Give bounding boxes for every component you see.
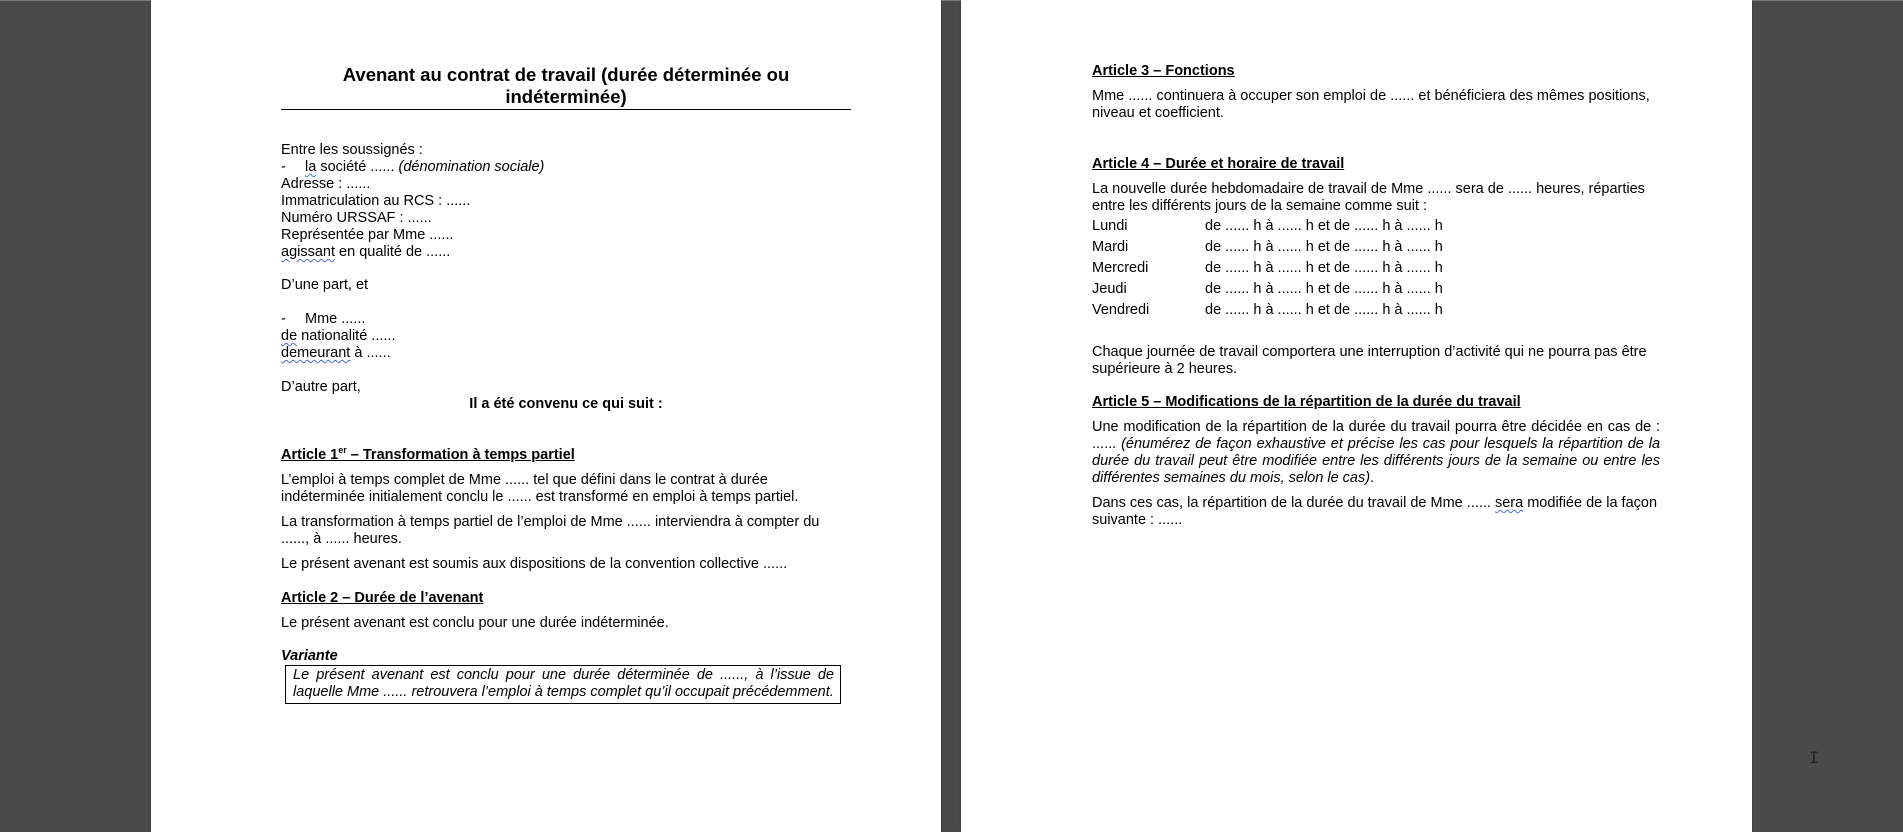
schedule-table [1092,216,1443,321]
acting-line [281,244,544,261]
employee-text: Mme ...... [305,311,366,327]
parties-block [281,142,544,261]
dash-bullet: - [281,159,286,175]
article-5-text: modifiée de la façon suivante : ...... [1092,495,1658,528]
schedule-day: Lundi [1092,218,1128,234]
article-1-label: Article 1 [281,447,339,463]
article-5-period: . [1370,470,1375,486]
article-5-text: Une modification de la répartition de la durée du travail pourra être décidée en cas de : ...... [1092,419,1660,452]
residing-text: à ...... [350,345,391,361]
article-1-paragraph-1: L’emploi à temps complet de Mme ...... tel que défini dans le contrat à durée indéterminée initialement conclu le ...... est transformé en emploi à temps partiel. [281,472,799,505]
schedule-row [1092,216,1443,237]
schedule-day: Vendredi [1092,302,1150,318]
article-5-note: (énumérez de façon exhaustive et précise les cas pour lesquels la répartition de la durée du travail peut être modifiée entre les différents jours de la semaine ou entre les différentes semaines du mois, selon le cas) [1092,436,1661,486]
schedule-row [1092,300,1443,321]
document-page-1[interactable] [151,0,941,832]
variant-box: Le présent avenant est conclu pour une durée déterminée de ......, à l’issue de laquelle Mme ...... retrouvera l’emploi à temps complet qu’il occupait précédemment. [285,665,841,704]
article-1-title: – Transformation à temps partiel [346,447,575,463]
company-note: (dénomination sociale) [398,159,545,175]
schedule-day: Mercredi [1092,260,1149,276]
document-title: Avenant au contrat de travail (durée déterminée ou indéterminée) [281,64,851,110]
spell-check-word[interactable]: sera [1494,495,1524,511]
dash-bullet: - [281,311,286,327]
article-1-paragraph-3: Le présent avenant est soumis aux dispositions de la convention collective ...... [281,556,788,572]
article-5-paragraph-1 [1092,419,1660,487]
schedule-hours: de ...... h à ...... h et de ...... h à ...... h [1205,260,1443,276]
nationality-line [281,328,395,345]
article-1-superscript: er [338,445,347,456]
urssaf-line: Numéro URSSAF : ...... [281,210,432,226]
text-cursor-icon: I [1809,748,1819,767]
article-3-paragraph: Mme ...... continuera à occuper son emploi de ...... et bénéficiera des mêmes positions, niveau et coefficient. [1092,88,1650,121]
residing-line [281,345,395,362]
article-4-heading: Article 4 – Durée et horaire de travail [1092,156,1345,172]
employee-block [281,311,395,362]
employee-line [281,311,395,328]
spell-check-word[interactable]: de [281,328,298,344]
article-3-heading: Article 3 – Fonctions [1092,63,1235,79]
variant-label: Variante [281,648,338,664]
article-4-paragraph-2: Chaque journée de travail comportera une interruption d’activité qui ne pourra pas être supérieure à 2 heures. [1092,344,1647,377]
schedule-day: Jeudi [1092,281,1127,297]
company-line [281,159,544,176]
article-1-paragraph-2: La transformation à temps partiel de l’emploi de Mme ...... interviendra à compter du ......, à ...... heures. [281,514,820,547]
spell-check-word[interactable]: la [305,159,317,175]
article-1-heading [281,447,575,464]
schedule-row [1092,258,1443,279]
schedule-row [1092,237,1443,258]
parties-intro: Entre les soussignés : [281,142,423,158]
represented-line: Représentée par Mme ...... [281,227,454,243]
address-line: Adresse : ...... [281,176,371,192]
schedule-hours: de ...... h à ...... h et de ...... h à ...... h [1205,218,1443,234]
schedule-row [1092,279,1443,300]
schedule-hours: de ...... h à ...... h et de ...... h à ...... h [1205,239,1443,255]
article-5-paragraph-2 [1092,495,1660,529]
first-part-line: D’une part, et [281,277,369,293]
document-page-2[interactable] [961,0,1752,832]
company-text: société ...... [316,159,399,175]
article-2-paragraph: Le présent avenant est conclu pour une durée indéterminée. [281,615,669,631]
article-4-paragraph-1: La nouvelle durée hebdomadaire de travail de Mme ...... sera de ...... heures, réparties entre les différents jours de la semaine comme suit : [1092,181,1645,214]
article-5-heading: Article 5 – Modifications de la répartition de la durée du travail [1092,394,1521,410]
other-part-line: D’autre part, [281,379,361,395]
article-2-heading: Article 2 – Durée de l’avenant [281,590,484,606]
spell-check-word[interactable]: demeurant [281,345,351,361]
nationality-text: nationalité ...... [297,328,396,344]
schedule-hours: de ...... h à ...... h et de ...... h à ...... h [1205,302,1443,318]
schedule-hours: de ...... h à ...... h et de ...... h à ...... h [1205,281,1443,297]
agreed-line: Il a été convenu ce qui suit : [469,396,663,412]
schedule-day: Mardi [1092,239,1129,255]
rcs-line: Immatriculation au RCS : ...... [281,193,471,209]
spell-check-word[interactable]: agissant [281,244,336,260]
acting-text: en qualité de ...... [335,244,451,260]
article-5-text: Dans ces cas, la répartition de la durée du travail de Mme ...... [1092,495,1495,511]
